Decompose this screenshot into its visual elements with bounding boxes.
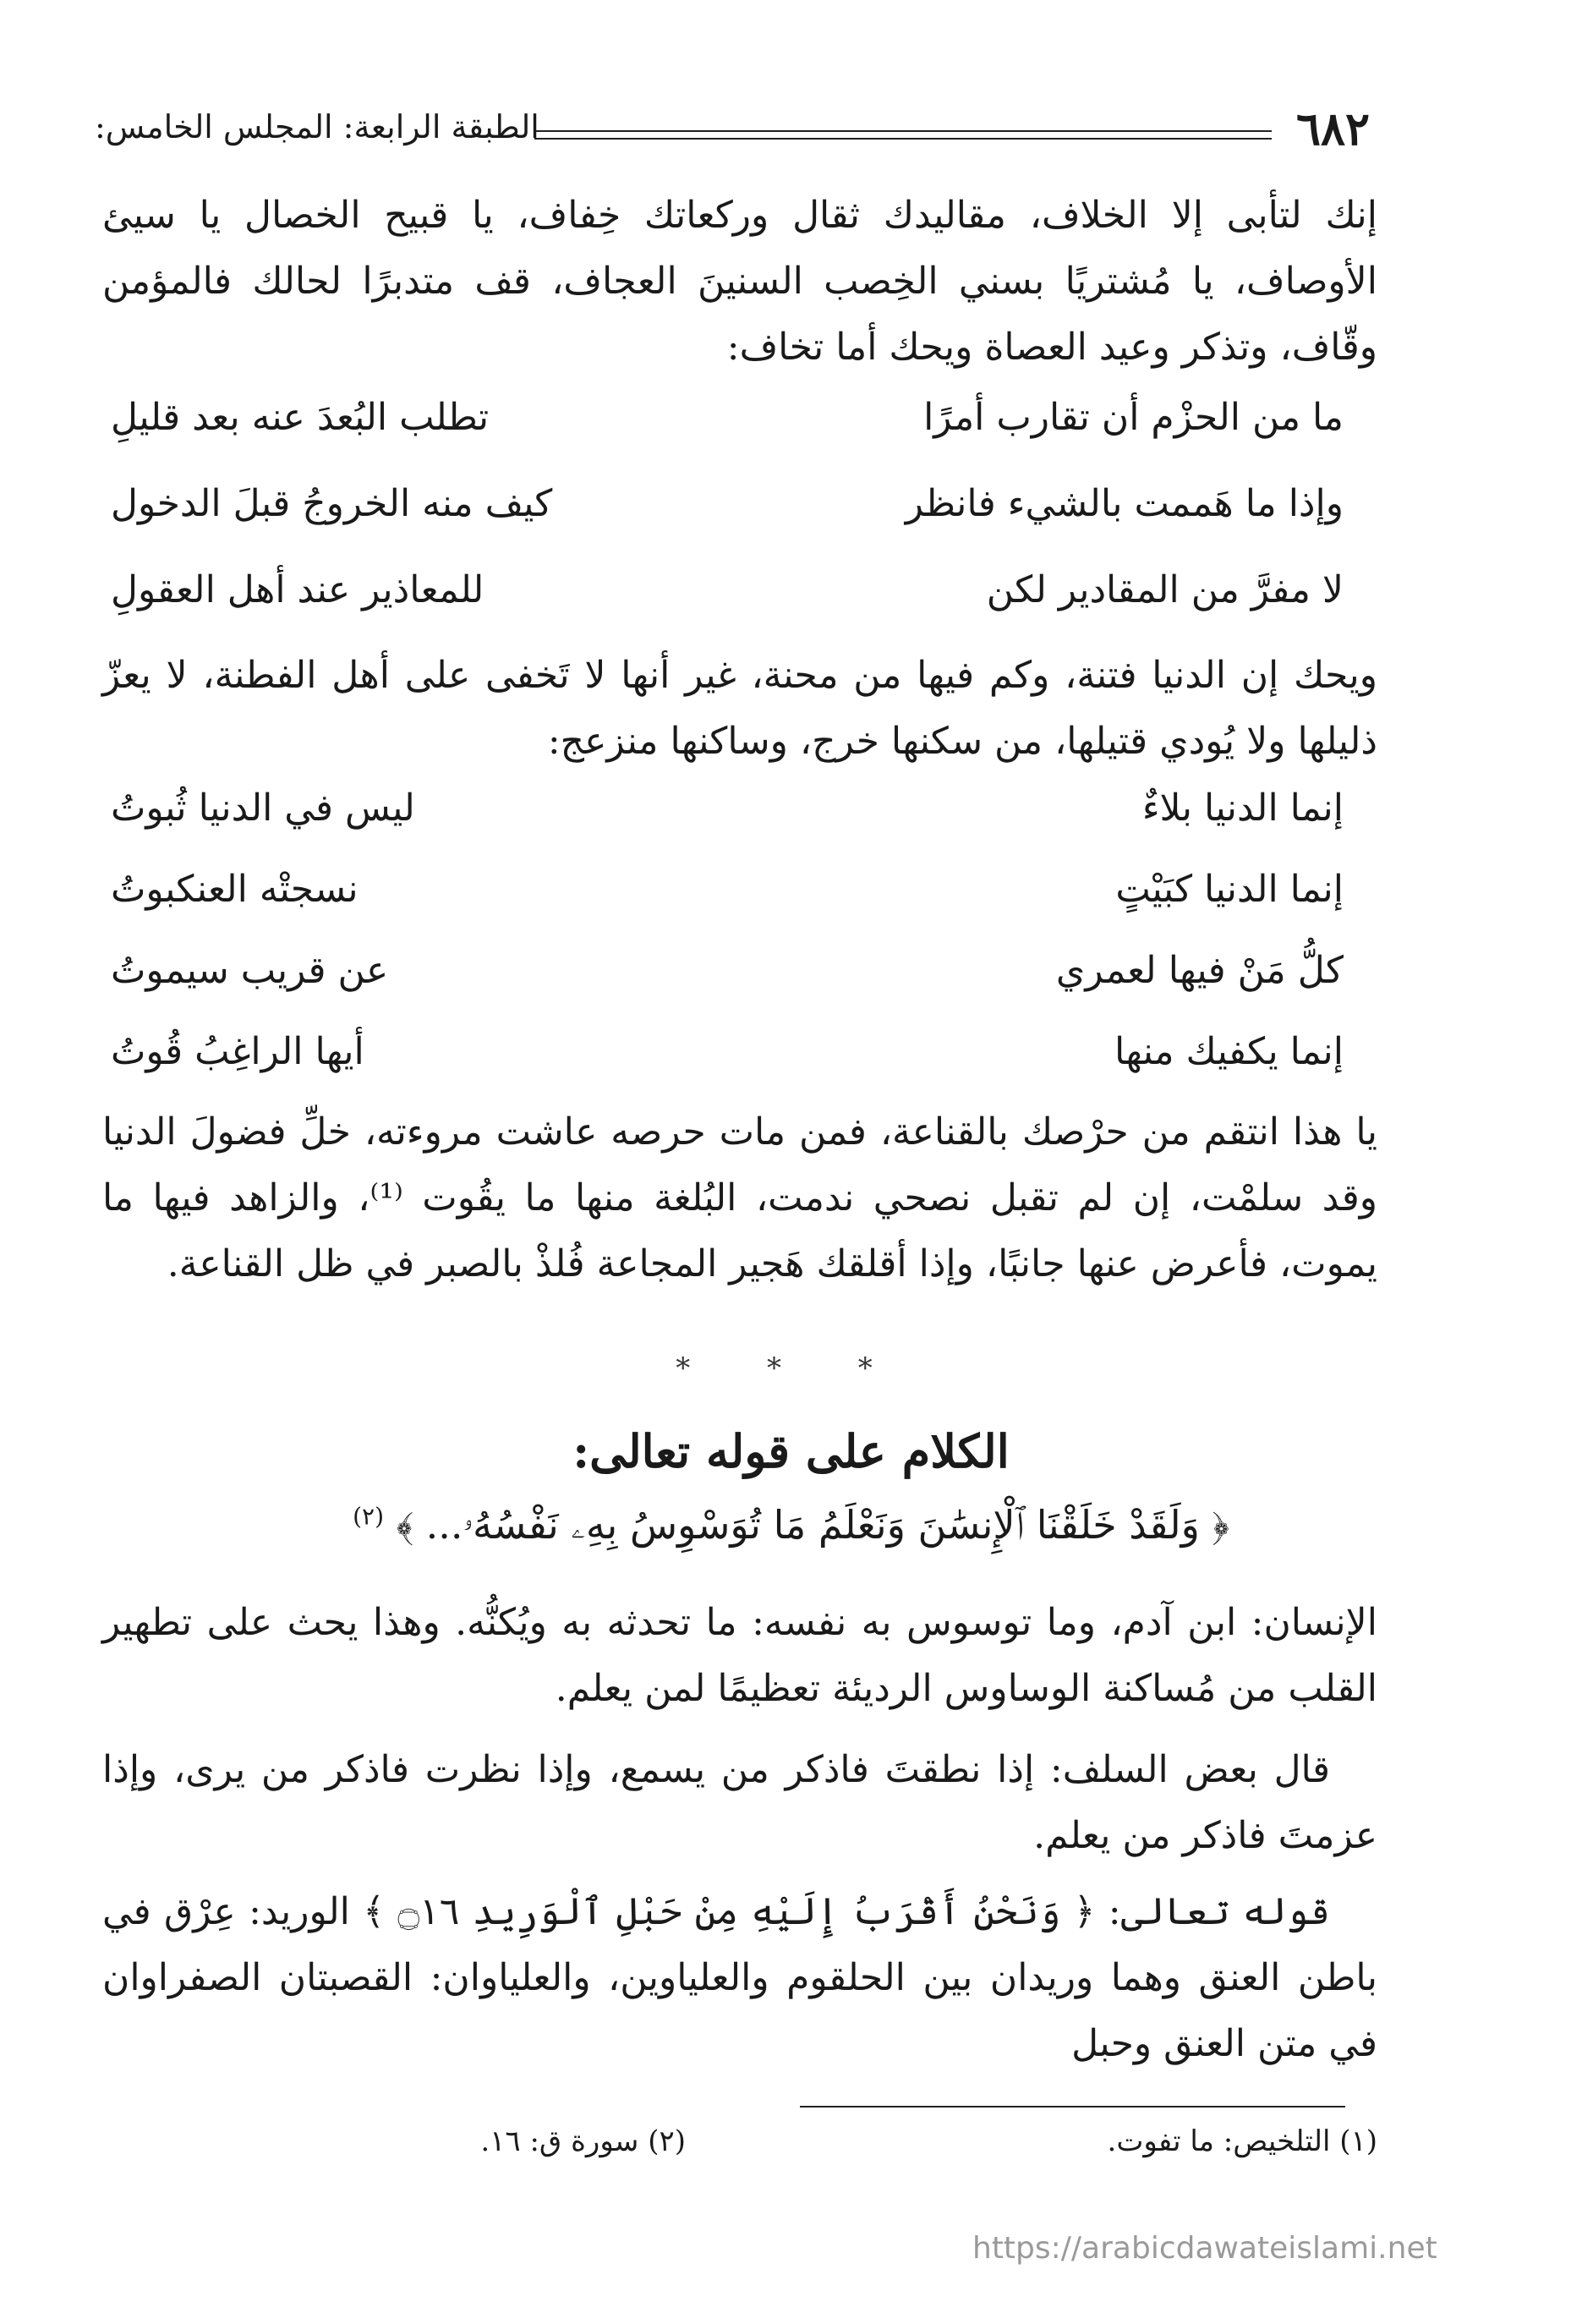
verse-second-hemistich: أيها الراغِبُ قُوتُ [111, 1030, 364, 1073]
verse-row [102, 568, 1377, 644]
verse-row [102, 396, 1377, 472]
paragraph-6: قوله تعالى: ﴿ وَنَحْنُ أَقْرَبُ إِلَيْهِ مِنْ حَبْلِ ٱلْوَرِيدِ ۝١٦ ﴾ الوريد: عِرْق في باطن العنق وهما وريدان بين الحلقوم والعلياوين، والعلياوان: القصبتان الصفراوان في متن العنق وحبل [102, 1890, 1377, 2065]
paragraph-4: الإنسان: ابن آدم، وما توسوس به نفسه: ما تحدثه به ويُكنُّه. وهذا يحث على تطهير القلب من مُساكنة الوساوس الرديئة تعظيمًا لمن يعلم. [102, 1601, 1377, 1710]
paragraph-1: إنك لتأبى إلا الخلاف، مقاليدك ثقال وركعاتك خِفاف، يا قبيح الخصال يا سيئ الأوصاف، يا مُشتريًا بسني الخِصب السنينَ العجاف، قف متدبرًا لحالك فالمؤمن وقّاف، وتذكر وعيد العصاة ويحك أما تخاف: [102, 194, 1377, 369]
verse-row [102, 868, 1377, 944]
verse-first-hemistich: إنما الدنيا كبَيْتٍ [1115, 868, 1344, 911]
verse-second-hemistich: للمعاذير عند أهل العقولِ [111, 568, 484, 611]
running-title: الطبقة الرابعة: المجلس الخامس: [95, 108, 539, 145]
running-header [95, 101, 1370, 167]
page-number: ٦٨٢ [1295, 101, 1370, 156]
verse-first-hemistich: إنما الدنيا بلاءٌ [1141, 787, 1344, 830]
header-double-rule [534, 130, 1272, 140]
quran-verse-text: ﴿ وَلَقَدْ خَلَقْنَا ٱلْإِنسَٰنَ وَنَعْلَمُ مَا تُوَسْوِسُ بِهِۦ نَفْسُهُۥ... ﴾ [396, 1502, 1229, 1548]
verse-first-hemistich: كلُّ مَنْ فيها لعمري [1055, 949, 1344, 992]
section-separator: * * * [676, 1351, 906, 1385]
verse-row [102, 1030, 1377, 1106]
paragraph-5: قال بعض السلف: إذا نطقتَ فاذكر من يسمع، وإذا نظرت فاذكر من يرى، وإذا عزمتَ فاذكر من يعلم. [102, 1748, 1377, 1857]
verse-first-hemistich: وإذا ما هَممت بالشيء فانظر [905, 482, 1344, 525]
verse-second-hemistich: نسجتْه العنكبوتُ [111, 868, 359, 911]
verse-second-hemistich: ليس في الدنيا ثُبوتُ [111, 787, 415, 830]
footnote-rule [800, 2106, 1345, 2107]
verse-second-hemistich: كيف منه الخروجُ قبلَ الدخول [111, 482, 553, 525]
verse-row [102, 787, 1377, 863]
footnote-2: (٢) سورة ق: ١٦. [480, 2124, 686, 2158]
footnote-1: (١) التلخيص: ما تفوت. [1107, 2124, 1377, 2158]
verse-first-hemistich: ما من الحزْم أن تقارب أمرًا [923, 396, 1344, 439]
watermark-url: https://arabicdawateislami.net [972, 2231, 1437, 2266]
verse-row [102, 949, 1377, 1025]
section-heading: الكلام على قوله تعالى: [572, 1424, 1010, 1478]
verse-second-hemistich: تطلب البُعدَ عنه بعد قليلِ [111, 396, 490, 439]
footnote-reference: (٢) [353, 1502, 384, 1531]
verse-first-hemistich: لا مفرَّ من المقادير لكن [986, 568, 1344, 611]
paragraph-3: يا هذا انتقم من حرْصك بالقناعة، فمن مات حرصه عاشت مروءته، خلِّ فضولَ الدنيا وقد سلمْت، إن لم تقبل نصحي ندمت، البُلغة منها ما يقُوت ⁽¹⁾، والزاهد فيها ما يموت، فأعرض عنها جانبًا، وإذا أقلقك هَجير المجاعة فُلذْ بالصبر في ظل القناعة. [102, 1110, 1378, 1285]
quran-verse [0, 1502, 1582, 1549]
paragraph-2: ويحك إن الدنيا فتنة، وكم فيها من محنة، غير أنها لا تَخفى على أهل الفطنة، لا يعزّ ذليلها ولا يُودي قتيلها، من سكنها خرج، وساكنها منزعج: [102, 654, 1377, 763]
verse-row [102, 482, 1377, 558]
verse-first-hemistich: إنما يكفيك منها [1114, 1030, 1344, 1073]
verse-second-hemistich: عن قريب سيموتُ [111, 949, 389, 992]
